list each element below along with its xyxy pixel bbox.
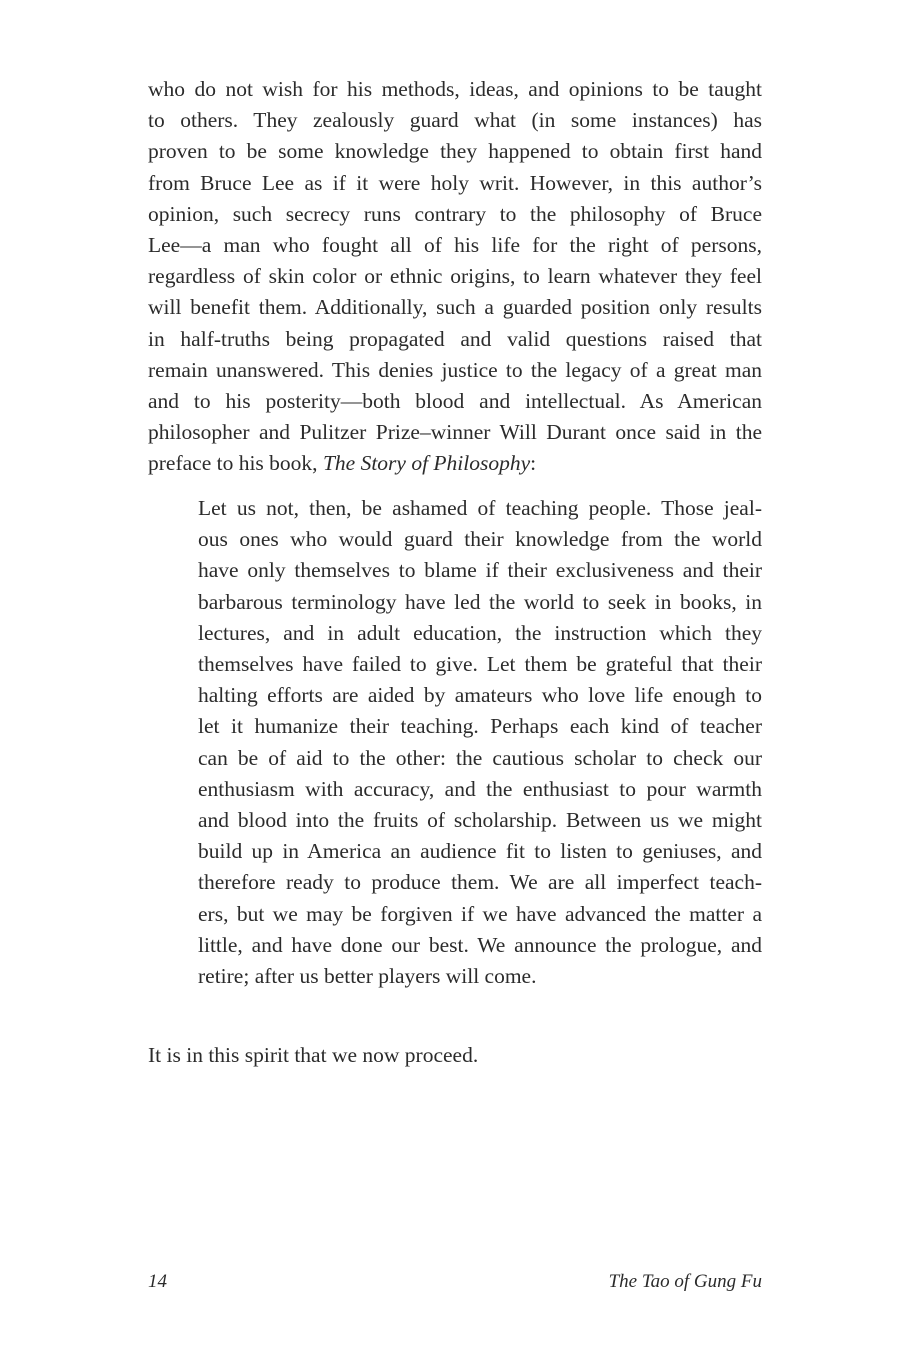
last-line-prefix: preface to his book, [148,451,323,476]
quote-line: therefore ready to produce them. We are all imperfect teach- [198,870,762,895]
paragraph-line: will benefit them. Additionally, such a guarded position only results [148,295,762,320]
quote-line: ous ones who would guard their knowledge from the world [198,527,762,552]
paragraph-line: remain unanswered. This denies justice to the legacy of a great man [148,357,762,382]
quote-line: lectures, and in adult education, the instruction which they [198,620,762,645]
last-line-suffix: : [530,451,537,476]
quote-line: can be of aid to the other: the cautious scholar to check our [198,745,762,770]
quote-line: build up in America an audience fit to listen to geniuses, and [198,839,762,864]
page-number: 14 [148,1271,167,1292]
closing-sentence: It is in this spirit that we now proceed. [148,1043,479,1067]
quote-line: let it humanize their teaching. Perhaps each kind of teacher [198,714,762,739]
paragraph-line: from Bruce Lee as if it were holy writ. However, in this author’s [148,170,762,195]
quote-line: themselves have failed to give. Let them be grateful that their [198,652,762,677]
quote-line: little, and have done our best. We announce the prologue, and [198,932,762,957]
paragraph-last-line [148,448,762,479]
running-title: The Tao of Gung Fu [608,1271,762,1292]
book-title: The Story of Philosophy [322,451,531,476]
quote-line: enthusiasm with accuracy, and the enthusiast to pour warmth [198,776,762,801]
quote-line: halting efforts are aided by amateurs who love life enough to [198,683,762,708]
quote-line: Let us not, then, be ashamed of teaching people. Those jeal- [198,496,762,520]
paragraph-line: and to his posterity—both blood and intellectual. As American [148,389,762,414]
paragraph-line: opinion, such secrecy runs contrary to the philosophy of Bruce [148,201,762,226]
quote-last-line: retire; after us better players will come. [198,964,537,989]
paragraph-line: regardless of skin color or ethnic origins, to learn whatever they feel [148,264,762,289]
paragraph-line: who do not wish for his methods, ideas, and opinions to be taught [148,77,762,101]
quote-line: and blood into the fruits of scholarship. Between us we might [198,808,762,833]
quote-line: ers, but we may be forgiven if we have advanced the matter a [198,901,762,926]
paragraph-durant-intro [148,74,762,480]
paragraph-line: in half-truths being propagated and valid questions raised that [148,326,762,351]
quote-line: barbarous terminology have led the world to seek in books, in [198,589,762,614]
paragraph-line: philosopher and Pulitzer Prize–winner Will Durant once said in the [148,420,762,445]
durant-block-quote [198,493,762,992]
paragraph-line: proven to be some knowledge they happened to obtain first hand [148,139,762,164]
quote-line: have only themselves to blame if their exclusiveness and their [198,558,762,583]
paragraph-line: Lee—a man who fought all of his life for the right of persons, [148,233,762,258]
paragraph-line: to others. They zealously guard what (in some instances) has [148,108,762,133]
